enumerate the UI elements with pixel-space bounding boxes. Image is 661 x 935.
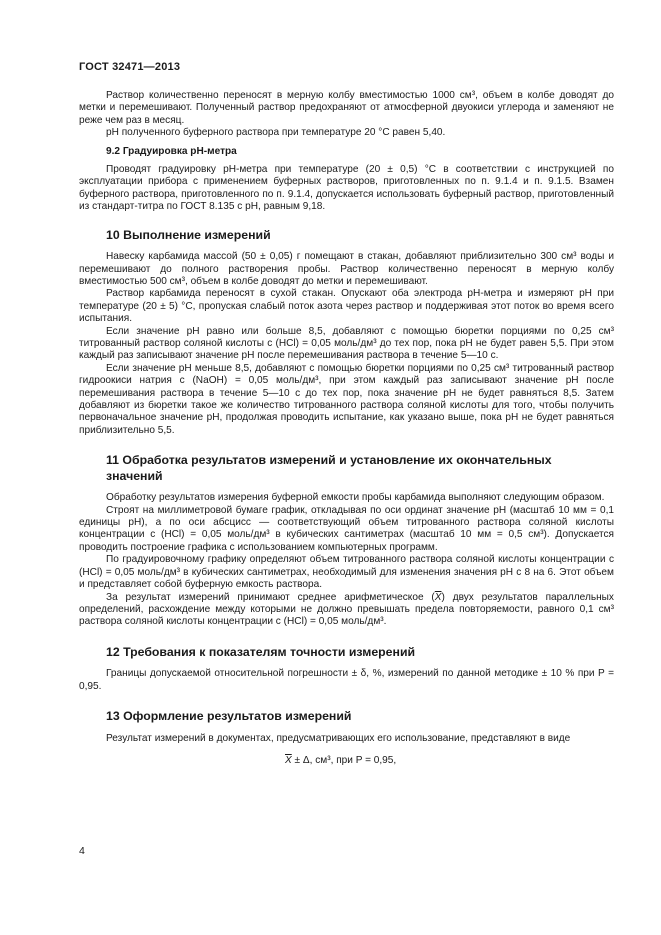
- paragraph: Результат измерений в документах, предусматривающих его использование, представляют в виде: [106, 732, 571, 744]
- mean-symbol: $\overline{X}$: [434, 591, 442, 603]
- paragraph: Навеску карбамида массой (50 ± 0,05) г помещают в стакан, добавляют приблизительно 300 см³ воды и перемешивают до полного растворения пробы. Раствор количественно переносят в мерную колбу вместимостью 500 см³, объем в колбе доводят до метки и перемешивают.: [79, 251, 614, 287]
- paragraph: Если значение рН равно или больше 8,5, добавляют с помощью бюретки порциями по 0,25 см³ титрованный раствор соляной кислоты с (HCl) = 0,05 моль/дм³ до тех пор, пока рН не будет равен 5,5. При этом каждый раз записывают значение рН после перемешивания раствора в течение 5—10 с.: [79, 325, 614, 362]
- paragraph: Если значение рН меньше 8,5, добавляют с помощью бюретки порциями по 0,25 см³ титрованный раствор гидроокиси натрия с (NaOH) = 0,05 моль/дм³, при этом каждый раз записывают значение рН после перемешивания раствора в течение 5—10 с до тех пор, пока значение рН не будет равняться 8,5. Затем добавляют из бюретки такое же количество титрованного раствора соляной кислоты для того, чтобы получить первоначальное значение рН, продолжая проводить испытание, как указано выше, пока рН не будет равняться приблизительно 5,5.: [79, 362, 614, 436]
- paragraph: Раствор карбамида переносят в сухой стакан. Опускают оба электрода рН-метра и измеряют рН при температуре (20 ± 5) °C, пропуская слабый поток азота через раствор и поддерживая этот поток во время всего испытания.: [79, 288, 614, 325]
- paragraph: Границы допускаемой относительной погрешности ± δ, %, измерений по данной методике ± 10 % при P = 0,95.: [79, 668, 614, 692]
- section-heading-12: 12 Требования к показателям точности измерений: [106, 644, 416, 659]
- paragraph: рН полученного буферного раствора при температуре 20 °C равен 5,40.: [106, 127, 446, 139]
- section-heading-11: 11 Обработка результатов измерений и установление их окончательных: [106, 453, 552, 468]
- paragraph: Строят на миллиметровой бумаге график, откладывая по оси ординат значение рН (масштаб 10 мм = 0,1 единицы рН), а по оси абсцисс — соответствующий объем титрованного раствора соляной кислоты концентрации с (HCl) = 0,05 моль/дм³ в кубических сантиметрах (масштаб 10 мм = 0,5 см³). Допускается проводить построение графика с использованием компьютерных программ.: [79, 504, 614, 553]
- subsection-heading-9-2: 9.2 Градуировка рН-метра: [106, 145, 237, 157]
- page-number: 4: [79, 845, 85, 857]
- paragraph: Проводят градуировку рН-метра при температуре (20 ± 0,5) °C в соответствии с инструкцией по эксплуатации прибора с применением буферных растворов, приготовленных по п. 9.1.4 и п. 9.1.5. Взамен буферного раствора, приготовленного по п. 9.1.4, допускается использовать буферный раствор, приготовленный из стандарт-титра по ГОСТ 8.135 с рН, равным 9,18.: [79, 164, 614, 213]
- paragraph: Раствор количественно переносят в мерную колбу вместимостью 1000 см³, объем в колбе доводят до метки и перемешивают. Полученный раствор предохраняют от атмосферной двуокиси углерода и заменяют не реже чем раз в месяц.: [79, 90, 614, 126]
- paragraph: По градуировочному графику определяют объем титрованного раствора соляной кислоты концентрации с (HCl) = 0,05 моль/дм³ в кубических сантиметрах, необходимый для изменения значения рН с 8 на 6. Этот объем и представляет собой буферную емкость раствора.: [79, 554, 614, 591]
- section-heading-11-cont: значений: [106, 468, 163, 483]
- paragraph: Обработку результатов измерения буферной емкости пробы карбамида выполняют следующим образом.: [106, 492, 605, 504]
- section-heading-13: 13 Оформление результатов измерений: [106, 709, 352, 724]
- standard-header: ГОСТ 32471—2013: [79, 61, 181, 73]
- document-body: [79, 90, 614, 767]
- paragraph: За результат измерений принимают среднее арифметическое $(\overline{X})$ двух результатов параллельных определений, расхождение между которыми не должно превышать предела повторяемости, равного 0,1 см³ раствора соляной кислоты концентрации с (HCl) = 0,05 моль/дм³.: [79, 591, 614, 628]
- section-heading-10: 10 Выполнение измерений: [106, 227, 271, 242]
- result-formula: $\overline{X} \pm \Delta$, см³, при P = 0,95,: [285, 754, 397, 766]
